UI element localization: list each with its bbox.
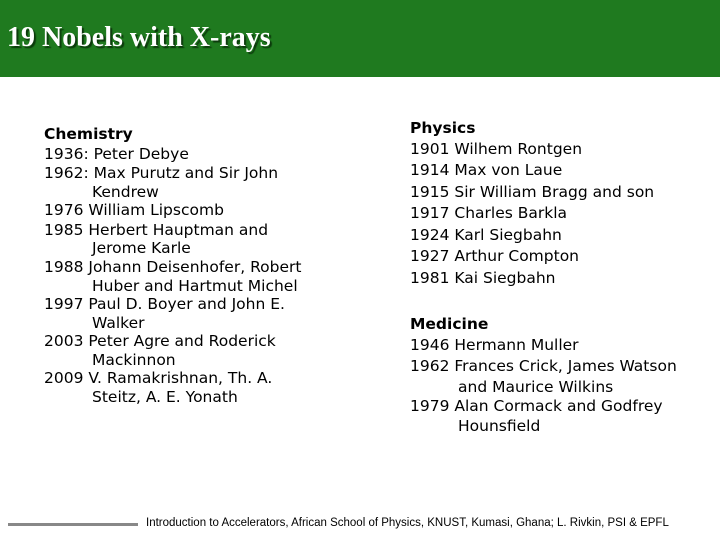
chemistry-entry: 1962: Max Purutz and Sir John (44, 164, 279, 183)
chemistry-entry-continued: Jerome Karle (92, 239, 191, 258)
chemistry-entry: 2009 V. Ramakrishnan, Th. A. (44, 369, 273, 388)
medicine-entry: 1962 Frances Crick, James Watson (410, 357, 677, 376)
medicine-entry-continued: and Maurice Wilkins (458, 377, 614, 396)
chemistry-entry: 1985 Herbert Hauptman and (44, 220, 269, 239)
physics-entry: 1915 Sir William Bragg and son (410, 182, 655, 201)
footer-divider (8, 523, 138, 526)
physics-entry: 1917 Charles Barkla (410, 204, 568, 223)
physics-entry: 1914 Max von Laue (410, 161, 563, 180)
chemistry-entry: 1988 Johann Deisenhofer, Robert (44, 257, 302, 276)
chemistry-entry: 2003 Peter Agre and Roderick (44, 332, 276, 351)
physics-entry: 1924 Karl Siegbahn (410, 225, 562, 244)
chemistry-entry-continued: Kendrew (92, 182, 159, 201)
footer-credit: Introduction to Accelerators, African School of Physics, KNUST, Kumasi, Ghana; L. Rivkin, PSI & EPFL (146, 517, 669, 529)
chemistry-heading: Chemistry (44, 125, 133, 143)
chemistry-entry-continued: Huber and Hartmut Michel (92, 276, 298, 295)
physics-heading: Physics (410, 119, 476, 137)
title-bar (0, 0, 720, 77)
physics-section (410, 119, 715, 289)
chemistry-entry: 1936: Peter Debye (44, 144, 189, 163)
physics-entry: 1981 Kai Siegbahn (410, 268, 556, 287)
medicine-entry: 1946 Hermann Muller (410, 335, 579, 354)
medicine-entry-continued: Hounsfield (458, 417, 541, 436)
chemistry-entry: 1976 William Lipscomb (44, 201, 224, 220)
chemistry-entry-continued: Mackinnon (92, 350, 176, 369)
chemistry-entry-continued: Walker (92, 313, 145, 332)
medicine-section (410, 315, 715, 435)
chemistry-section (44, 125, 354, 406)
page-title: 19 Nobels with X-rays (7, 22, 271, 53)
chemistry-entry: 1997 Paul D. Boyer and John E. (44, 295, 285, 314)
physics-entry: 1901 Wilhem Rontgen (410, 139, 583, 158)
chemistry-entry-continued: Steitz, A. E. Yonath (92, 387, 238, 406)
medicine-heading: Medicine (410, 315, 489, 333)
physics-entry: 1927 Arthur Compton (410, 247, 580, 266)
medicine-entry: 1979 Alan Cormack and Godfrey (410, 396, 663, 415)
